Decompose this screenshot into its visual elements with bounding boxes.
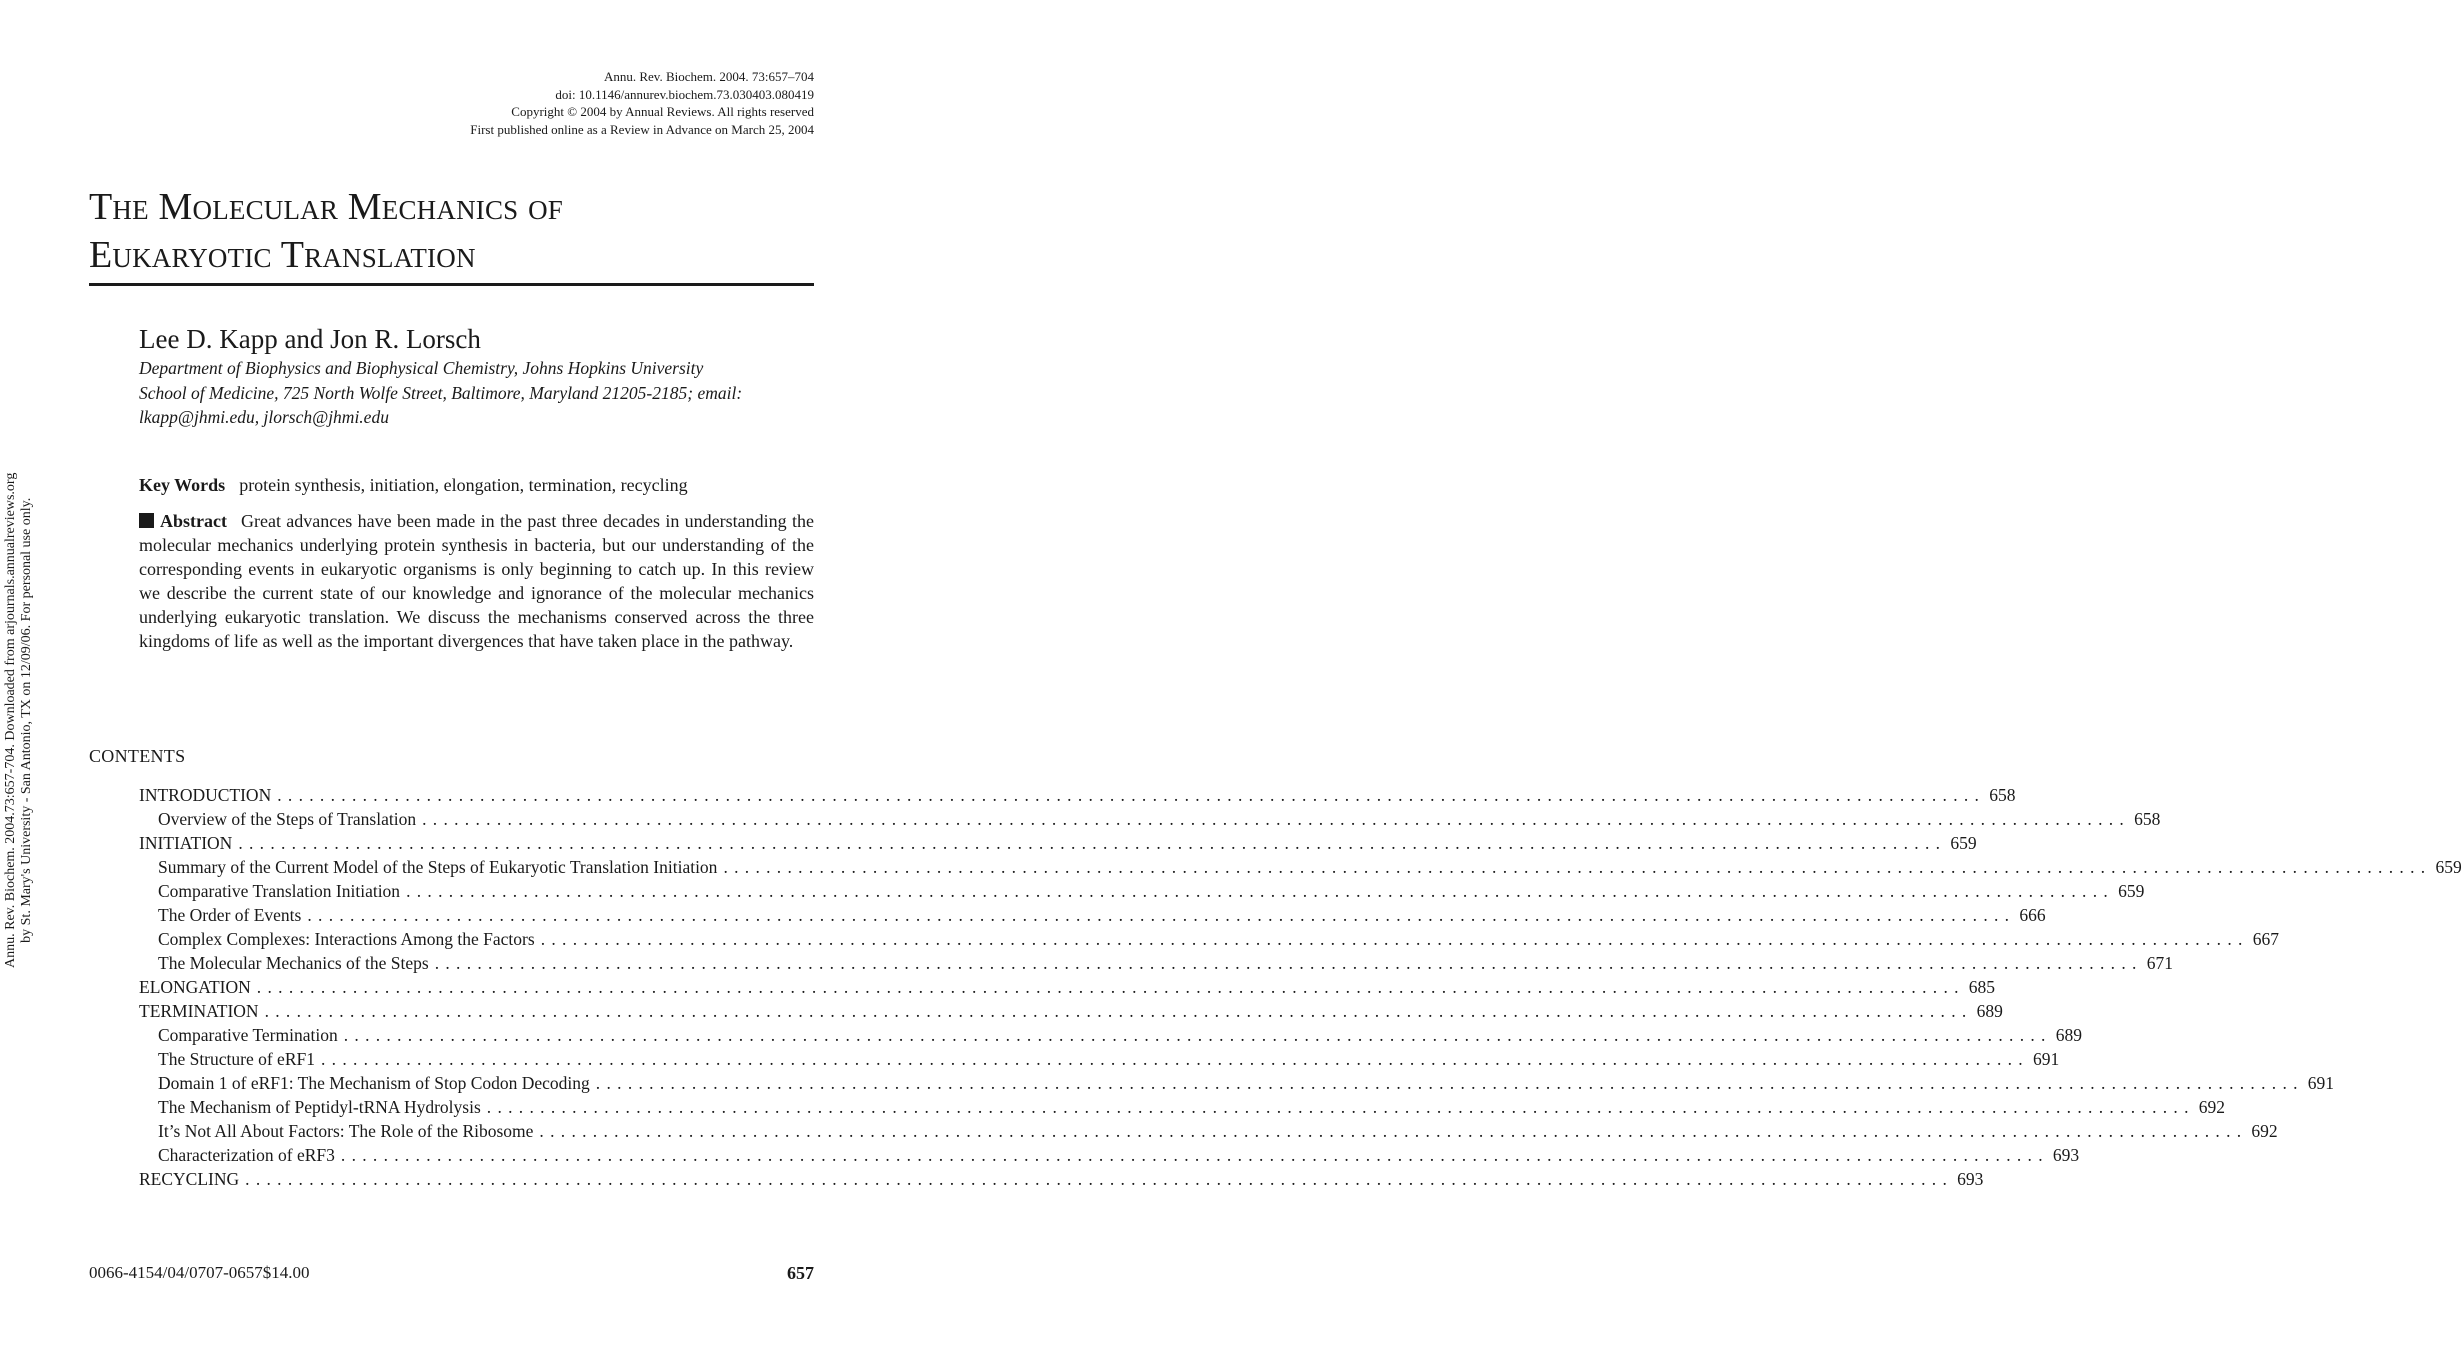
toc-entry[interactable] xyxy=(139,1095,2226,1119)
keywords xyxy=(139,473,814,497)
toc-entry-title: Domain 1 of eRF1: The Mechanism of Stop Codon Decoding xyxy=(158,1073,590,1093)
toc-entry[interactable] xyxy=(139,1119,2278,1143)
toc-leader-dots: ................................................................................................................................................................ xyxy=(540,929,2249,949)
toc-entry[interactable] xyxy=(139,1047,2060,1071)
toc-leader-dots: ................................................................................................................................................................ xyxy=(277,785,1986,805)
toc-entry-page: 659 xyxy=(1950,833,1977,853)
toc-entry-page: 689 xyxy=(1976,1001,2003,1021)
citation: Annu. Rev. Biochem. 2004. 73:657–704 xyxy=(603,69,814,84)
toc-leader-dots: ................................................................................................................................................................ xyxy=(595,1073,2304,1093)
table-of-contents xyxy=(139,783,2462,1191)
authors: Lee D. Kapp and Jon R. Lorsch xyxy=(139,324,481,354)
toc-leader-dots: ................................................................................................................................................................ xyxy=(238,833,1947,853)
keywords-text: protein synthesis, initiation, elongation, termination, recycling xyxy=(239,475,688,495)
toc-entry[interactable] xyxy=(139,855,2462,879)
title-line-1: The Molecular Mechanics of xyxy=(89,186,563,228)
abstract-label: Abstract xyxy=(160,511,227,531)
toc-leader-dots: ................................................................................................................................................................ xyxy=(343,1025,2052,1045)
toc-leader-dots: ................................................................................................................................................................ xyxy=(539,1121,2248,1141)
affiliation-line-2: School of Medicine, 725 North Wolfe Street, Baltimore, Maryland 21205-2185; email: xyxy=(139,382,743,403)
keywords-label: Key Words xyxy=(139,475,226,495)
toc-entry-page: 659 xyxy=(2435,857,2462,877)
article-title xyxy=(89,183,814,279)
toc-entry[interactable] xyxy=(139,903,2046,927)
toc-entry[interactable] xyxy=(139,999,2003,1023)
toc-entry-title: It’s Not All About Factors: The Role of the Ribosome xyxy=(158,1121,534,1141)
toc-entry-title: TERMINATION xyxy=(139,1001,259,1021)
toc-entry-title: Comparative Translation Initiation xyxy=(158,881,401,901)
toc-entry[interactable] xyxy=(139,831,1977,855)
toc-leader-dots: ................................................................................................................................................................ xyxy=(340,1145,2049,1165)
toc-leader-dots: ................................................................................................................................................................ xyxy=(422,809,2131,829)
abstract xyxy=(139,509,814,653)
toc-entry-title: Comparative Termination xyxy=(158,1025,338,1045)
article-metadata xyxy=(470,68,814,138)
toc-leader-dots: ................................................................................................................................................................ xyxy=(320,1049,2029,1069)
toc-entry-page: 659 xyxy=(2118,881,2145,901)
affiliation xyxy=(139,356,814,430)
toc-entry-title: Characterization of eRF3 xyxy=(158,1145,335,1165)
contents-heading: CONTENTS xyxy=(89,746,186,766)
download-notice-line-2: by St. Mary's University - San Antonio, TX on 12/09/06. For personal use only. xyxy=(19,497,34,943)
toc-entry-page: 692 xyxy=(2251,1121,2278,1141)
square-bullet-icon xyxy=(139,513,154,528)
toc-entry[interactable] xyxy=(139,975,1996,999)
toc-leader-dots: ................................................................................................................................................................ xyxy=(245,1169,1954,1189)
toc-entry-page: 692 xyxy=(2198,1097,2226,1117)
toc-entry-page: 671 xyxy=(2146,953,2173,973)
toc-entry[interactable] xyxy=(139,1071,2335,1095)
download-notice xyxy=(3,473,35,968)
toc-leader-dots: ................................................................................................................................................................ xyxy=(307,905,2016,925)
toc-entry-page: 691 xyxy=(2307,1073,2335,1093)
toc-entry-title: The Order of Events xyxy=(158,905,302,925)
toc-entry-title: RECYCLING xyxy=(139,1169,240,1189)
toc-entry-page: 689 xyxy=(2055,1025,2082,1045)
toc-entry-title: Complex Complexes: Interactions Among the Factors xyxy=(158,929,535,949)
toc-entry-page: 693 xyxy=(1957,1169,1984,1189)
toc-entry-title: Summary of the Current Model of the Steps of Eukaryotic Translation Initiation xyxy=(158,857,718,877)
toc-leader-dots: ................................................................................................................................................................ xyxy=(406,881,2115,901)
footer-code: 0066-4154/04/0707-0657$14.00 xyxy=(89,1263,310,1282)
title-rule xyxy=(89,283,814,286)
toc-entry-page: 667 xyxy=(2252,929,2279,949)
toc-entry[interactable] xyxy=(139,1023,2082,1047)
toc-entry-title: INITIATION xyxy=(139,833,233,853)
toc-entry-title: The Molecular Mechanics of the Steps xyxy=(158,953,429,973)
toc-entry[interactable] xyxy=(139,927,2279,951)
toc-entry[interactable] xyxy=(139,951,2173,975)
title-line-2: Eukaryotic Translation xyxy=(89,234,476,276)
affiliation-line-1: Department of Biophysics and Biophysical Chemistry, Johns Hopkins University xyxy=(139,358,704,378)
toc-entry-page: 666 xyxy=(2019,905,2046,925)
toc-entry-page: 658 xyxy=(1989,785,2016,805)
toc-entry-title: The Mechanism of Peptidyl-tRNA Hydrolysis xyxy=(158,1097,481,1117)
toc-leader-dots: ................................................................................................................................................................ xyxy=(256,977,1965,997)
copyright: Copyright © 2004 by Annual Reviews. All rights reserved xyxy=(511,104,814,119)
abstract-text: Great advances have been made in the past three decades in understanding the molecular mechanics underlying protein synthesis in bacteria, but our understanding of the corresponding events in eukaryotic organisms is only beginning to catch up. In this review we describe the current state of our knowledge and ignorance of the molecular mechanics underlying eukaryotic translation. We discuss the mechanisms conserved across the three kingdoms of life as well as the important divergences that have taken place in the pathway. xyxy=(139,511,814,651)
toc-leader-dots: ................................................................................................................................................................ xyxy=(434,953,2143,973)
affiliation-emails[interactable]: lkapp@jhmi.edu, jlorsch@jhmi.edu xyxy=(139,407,389,427)
toc-leader-dots: ................................................................................................................................................................ xyxy=(723,857,2432,877)
toc-entry[interactable] xyxy=(139,1143,2080,1167)
toc-entry[interactable] xyxy=(139,879,2145,903)
toc-leader-dots: ................................................................................................................................................................ xyxy=(264,1001,1973,1021)
toc-entry[interactable] xyxy=(139,807,2161,831)
published-date: First published online as a Review in Advance on March 25, 2004 xyxy=(470,121,814,137)
download-notice-line-1: Annu. Rev. Biochem. 2004.73:657-704. Downloaded from arjournals.annualreviews.org xyxy=(3,472,18,968)
toc-entry[interactable] xyxy=(139,783,2016,807)
toc-entry-page: 691 xyxy=(2032,1049,2060,1069)
toc-entry-page: 693 xyxy=(2052,1145,2080,1165)
toc-entry-title: The Structure of eRF1 xyxy=(158,1049,315,1069)
toc-entry-title: Overview of the Steps of Translation xyxy=(158,809,417,829)
toc-leader-dots: ................................................................................................................................................................ xyxy=(486,1097,2195,1117)
toc-entry[interactable] xyxy=(139,1167,1984,1191)
doi[interactable]: doi: 10.1146/annurev.biochem.73.030403.080419 xyxy=(555,86,814,102)
page-number: 657 xyxy=(787,1263,814,1283)
toc-entry-title: ELONGATION xyxy=(139,977,251,997)
toc-entry-page: 685 xyxy=(1968,977,1996,997)
toc-entry-title: INTRODUCTION xyxy=(139,785,272,805)
toc-entry-page: 658 xyxy=(2134,809,2161,829)
